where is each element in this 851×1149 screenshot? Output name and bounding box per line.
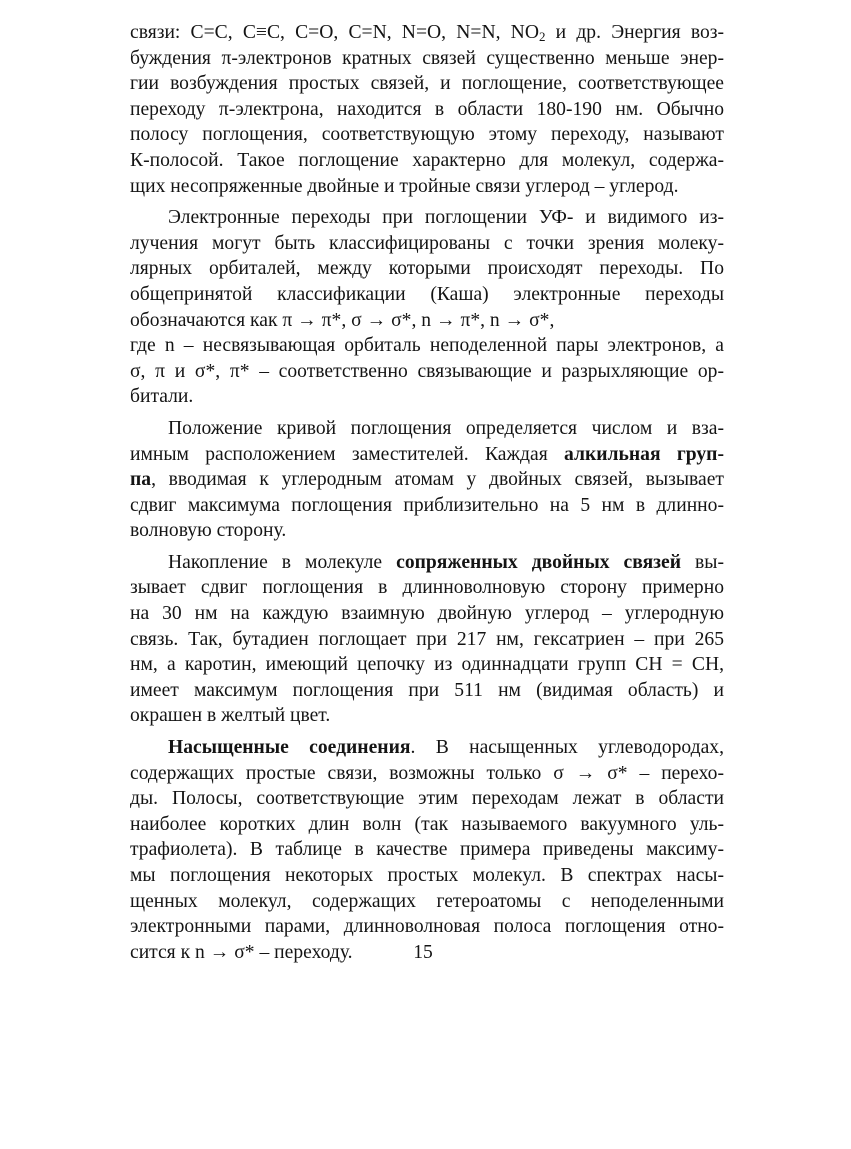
text-run: имным расположением заместителей. Каждая [130,443,564,465]
text-run: щенных молекул, содержащих гетероатомы с неподеленными [130,890,724,912]
text-line [130,442,724,468]
text-run: σ, π и σ*, π* – соответственно связывающие и разрыхляющие ор- [130,360,724,382]
text-run: имеет максимум поглощения при 511 нм (видимая область) и [130,679,724,701]
text-line [130,575,724,601]
text-line [130,914,724,940]
text-line [130,174,724,200]
text-run: лучения могут быть классифицированы с точки зрения молеку- [130,232,724,254]
text-line [130,889,724,915]
text-run: мы поглощения некоторых простых молекул. В спектрах насы- [130,865,724,886]
text-run: общепринятой классификации (Каша) электронные переходы [130,283,724,305]
text-line [130,786,724,812]
text-line [130,20,724,46]
text-run: где n – несвязывающая орбиталь неподеленной пары электронов, а [130,335,724,357]
text-line [130,333,724,359]
text-run: , вводимая к углеродным атомам у двойных связей, вызывает [151,469,724,491]
text-run: К-полосой. Такое поглощение характерно для молекул, содержа- [130,149,724,171]
text-run: нм, а каротин, имеющий цепочку из одиннадцати групп CH = CH, [130,654,724,676]
text-run: на 30 нм на каждую взаимную двойную углерод – углеродную [130,603,724,625]
text-run: Положение кривой поглощения определяется числом и вза- [168,417,724,439]
text-line [130,71,724,97]
text-line [130,205,724,231]
text-line [130,678,724,704]
text-run: зывает сдвиг поглощения в длинноволновую сторону примерно [130,577,724,599]
text-line [130,359,724,385]
text-run: связь. Так, бутадиен поглощает при 217 нм, гексатриен – при 265 [130,628,724,650]
text-run: окрашен в желтый цвет. [130,705,331,727]
text-run: буждения π-электронов кратных связей существенно меньше энер- [130,47,724,69]
document-page [130,20,724,965]
text-line [130,46,724,72]
text-line [130,550,724,576]
text-line [130,231,724,257]
bold-term: сопряженных двойных связей [396,551,682,573]
text-run: Накопление в молекуле [168,551,397,573]
text-run: волновую сторону. [130,520,287,542]
bold-term: Насыщенные соединения [168,737,411,759]
text-run: сдвиг максимума поглощения приблизительно на 5 нм в длинно- [130,494,724,516]
text-line [130,518,724,544]
text-line [130,416,724,442]
text-line [130,97,724,123]
page-number: 15 [413,942,433,963]
text-line [130,627,724,653]
text-run: полосу поглощения, соответствующую этому переходу, называют [130,124,724,146]
text-run: трафиолета). В таблице в качестве примера приведены максиму- [130,839,724,861]
paragraph [130,20,724,199]
text-run: вы- [681,551,724,573]
text-line [130,761,724,787]
text-run: лярных орбиталей, между которыми происходят переходы. По [130,258,724,280]
subscript: 2 [538,29,546,44]
text-line [130,282,724,308]
text-line [130,703,724,729]
text-run: битали. [130,386,194,408]
text-run: Электронные переходы при поглощении УФ- и видимого из- [168,207,724,229]
paragraph [130,205,724,410]
text-line [130,308,724,334]
text-run: щих несопряженные двойные и тройные связи углерод – углерод. [130,175,679,197]
text-line [130,735,724,761]
text-run: обозначаются как π → π*, σ → σ*, n → π*, n → σ*, [130,309,555,331]
text-line [130,148,724,174]
bold-term: алкильная груп- [563,443,724,465]
text-line [130,256,724,282]
text-run: ды. Полосы, соответствующие этим переходам лежат в области [130,788,724,810]
text-line [130,122,724,148]
text-line [130,863,724,889]
body-text [130,20,724,965]
text-run: сится к n → σ* – переходу. [130,941,353,963]
text-run: электронными парами, длинноволновая полоса поглощения отно- [130,916,724,938]
text-line [130,812,724,838]
text-run: содержащих простые связи, возможны только σ → σ* – перехо- [130,762,724,784]
text-line [130,493,724,519]
text-run: связи: C=C, C≡C, C=O, C=N, N=O, N=N, NO [130,22,539,43]
text-line [130,467,724,493]
text-line [130,837,724,863]
text-run: гии возбуждения простых связей, и поглощение, соответствующее [130,73,724,95]
text-line [130,601,724,627]
paragraph [130,416,724,544]
text-run: переходу π-электрона, находится в области 180-190 нм. Обычно [130,98,724,120]
text-run: . В насыщенных углеводородах, [410,737,724,759]
bold-term: па [130,469,152,491]
paragraph [130,550,724,729]
text-line [130,384,724,410]
paragraph [130,735,724,965]
text-run: наиболее коротких длин волн (так называемого вакуумного уль- [130,813,724,835]
text-run: и др. Энергия воз- [545,22,725,43]
text-line [130,652,724,678]
